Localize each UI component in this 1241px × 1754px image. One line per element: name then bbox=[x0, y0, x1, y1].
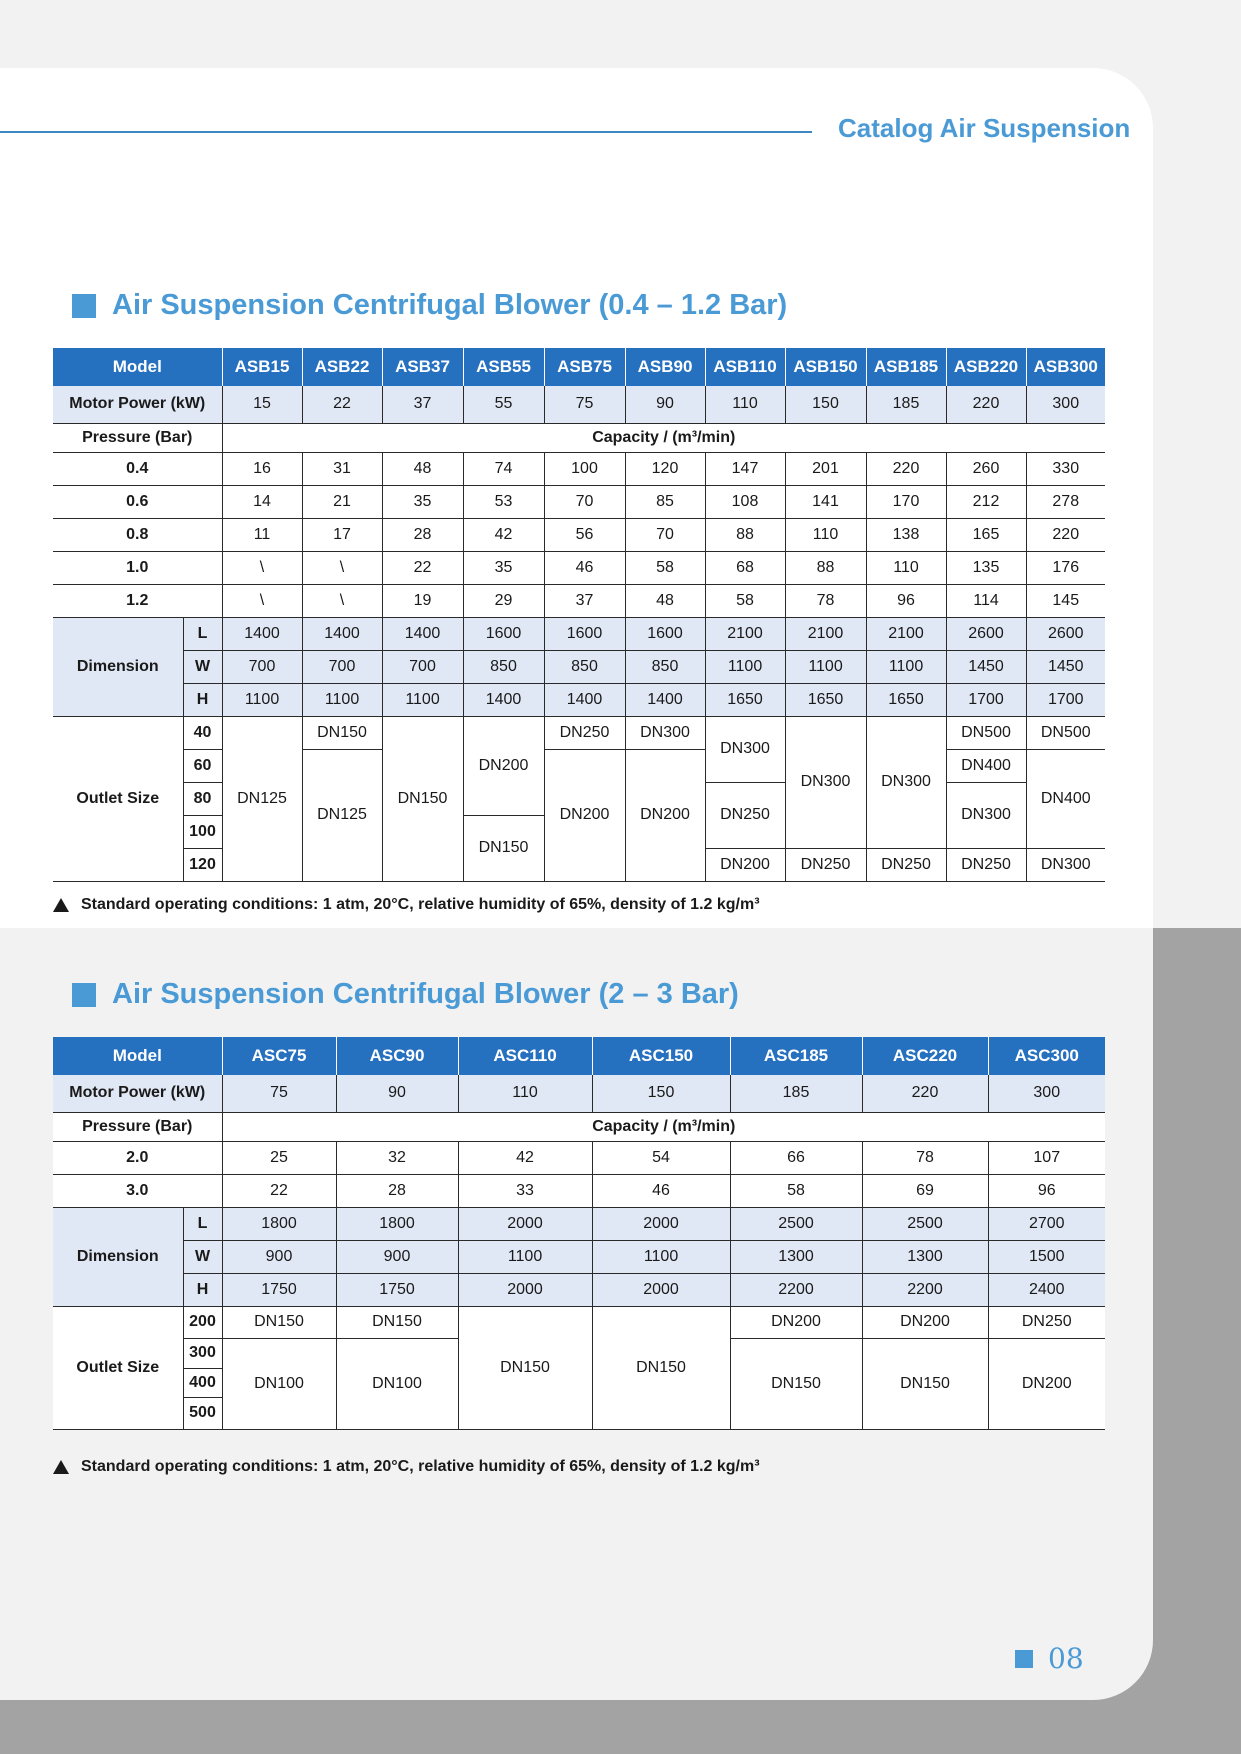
motor-power-cell: 55 bbox=[463, 386, 544, 423]
capacity-cell: 260 bbox=[946, 452, 1026, 485]
outlet-cell: DN150 bbox=[458, 1306, 592, 1429]
outlet-size-label: Outlet Size bbox=[53, 1306, 183, 1429]
dimension-cell: 1750 bbox=[336, 1273, 458, 1306]
dimension-cell: 1800 bbox=[222, 1207, 336, 1240]
dimension-cell: 1300 bbox=[862, 1240, 988, 1273]
capacity-cell: 120 bbox=[625, 452, 705, 485]
pressure-label: Pressure (Bar) bbox=[53, 423, 222, 452]
section2-title bbox=[72, 978, 739, 1011]
table-header-row bbox=[53, 1037, 1105, 1075]
dimension-cell: 2400 bbox=[988, 1273, 1105, 1306]
capacity-cell: 16 bbox=[222, 452, 302, 485]
motor-power-cell: 300 bbox=[1026, 386, 1105, 423]
table-header-row bbox=[53, 348, 1105, 386]
capacity-row bbox=[53, 452, 1105, 485]
outlet-cell: DN300 bbox=[785, 716, 866, 848]
outlet-cell: DN500 bbox=[1026, 716, 1105, 749]
model-cell: ASB90 bbox=[625, 348, 705, 386]
capacity-cell: 96 bbox=[988, 1174, 1105, 1207]
capacity-label: Capacity / (m³/min) bbox=[222, 1112, 1105, 1141]
outlet-cell: DN100 bbox=[222, 1338, 336, 1429]
dimension-cell: 2100 bbox=[866, 617, 946, 650]
background-gray-bottom bbox=[0, 1700, 1241, 1754]
capacity-cell: 78 bbox=[785, 584, 866, 617]
motor-power-cell: 185 bbox=[866, 386, 946, 423]
model-cell: ASC90 bbox=[336, 1037, 458, 1075]
model-cell: ASC110 bbox=[458, 1037, 592, 1075]
capacity-cell: 58 bbox=[730, 1174, 862, 1207]
model-cell: ASB22 bbox=[302, 348, 382, 386]
capacity-cell: 58 bbox=[625, 551, 705, 584]
dimension-cell: 1100 bbox=[592, 1240, 730, 1273]
capacity-row bbox=[53, 584, 1105, 617]
dimension-cell: 850 bbox=[544, 650, 625, 683]
capacity-cell: 220 bbox=[866, 452, 946, 485]
capacity-cell: \ bbox=[302, 584, 382, 617]
capacity-cell: 78 bbox=[862, 1141, 988, 1174]
dimension-row bbox=[53, 683, 1105, 716]
capacity-cell: 28 bbox=[336, 1174, 458, 1207]
section1-title bbox=[72, 289, 787, 322]
outlet-cell: DN125 bbox=[222, 716, 302, 881]
capacity-cell: 145 bbox=[1026, 584, 1105, 617]
motor-power-cell: 22 bbox=[302, 386, 382, 423]
pressure-value: 1.0 bbox=[53, 551, 222, 584]
motor-power-label: Motor Power (kW) bbox=[53, 1075, 222, 1112]
outlet-cell: DN200 bbox=[705, 848, 785, 881]
dimension-cell: 1400 bbox=[625, 683, 705, 716]
capacity-cell: 48 bbox=[625, 584, 705, 617]
model-cell: ASB220 bbox=[946, 348, 1026, 386]
outlet-cell: DN200 bbox=[544, 749, 625, 881]
motor-power-cell: 15 bbox=[222, 386, 302, 423]
motor-power-cell: 220 bbox=[946, 386, 1026, 423]
capacity-row bbox=[53, 1141, 1105, 1174]
dimension-cell: 1600 bbox=[463, 617, 544, 650]
dimension-cell: 1650 bbox=[705, 683, 785, 716]
outlet-size-label: Outlet Size bbox=[53, 716, 183, 881]
capacity-cell: 14 bbox=[222, 485, 302, 518]
dimension-row bbox=[53, 1273, 1105, 1306]
dimension-label: Dimension bbox=[53, 617, 183, 716]
capacity-cell: 110 bbox=[785, 518, 866, 551]
dimension-cell: 2100 bbox=[705, 617, 785, 650]
dimension-key: W bbox=[183, 1240, 222, 1273]
capacity-cell: 33 bbox=[458, 1174, 592, 1207]
pressure-capacity-header-row bbox=[53, 423, 1105, 452]
dimension-cell: 2600 bbox=[946, 617, 1026, 650]
capacity-cell: 32 bbox=[336, 1141, 458, 1174]
capacity-cell: 330 bbox=[1026, 452, 1105, 485]
capacity-cell: 66 bbox=[730, 1141, 862, 1174]
dimension-key: L bbox=[183, 617, 222, 650]
square-bullet-icon bbox=[72, 294, 96, 318]
motor-power-cell: 185 bbox=[730, 1075, 862, 1112]
motor-power-row bbox=[53, 386, 1105, 423]
capacity-cell: 31 bbox=[302, 452, 382, 485]
capacity-row bbox=[53, 1174, 1105, 1207]
outlet-cell: DN300 bbox=[866, 716, 946, 848]
triangle-icon bbox=[53, 898, 69, 912]
dimension-label: Dimension bbox=[53, 1207, 183, 1306]
capacity-cell: 74 bbox=[463, 452, 544, 485]
model-cell: ASC150 bbox=[592, 1037, 730, 1075]
capacity-cell: 147 bbox=[705, 452, 785, 485]
capacity-cell: 25 bbox=[222, 1141, 336, 1174]
capacity-cell: 141 bbox=[785, 485, 866, 518]
dimension-cell: 1650 bbox=[785, 683, 866, 716]
capacity-cell: 70 bbox=[544, 485, 625, 518]
dimension-cell: 1700 bbox=[1026, 683, 1105, 716]
dimension-cell: 900 bbox=[336, 1240, 458, 1273]
motor-power-cell: 110 bbox=[458, 1075, 592, 1112]
dimension-cell: 850 bbox=[625, 650, 705, 683]
capacity-cell: 42 bbox=[463, 518, 544, 551]
motor-power-cell: 90 bbox=[625, 386, 705, 423]
capacity-row bbox=[53, 485, 1105, 518]
dimension-cell: 2500 bbox=[862, 1207, 988, 1240]
outlet-cell: DN100 bbox=[336, 1338, 458, 1429]
capacity-cell: 21 bbox=[302, 485, 382, 518]
model-label: Model bbox=[53, 1037, 222, 1075]
dimension-key: L bbox=[183, 1207, 222, 1240]
model-cell: ASB55 bbox=[463, 348, 544, 386]
capacity-cell: 19 bbox=[382, 584, 463, 617]
dimension-cell: 1100 bbox=[382, 683, 463, 716]
dimension-cell: 1400 bbox=[544, 683, 625, 716]
dimension-cell: 1100 bbox=[705, 650, 785, 683]
outlet-cell: DN125 bbox=[302, 749, 382, 881]
model-cell: ASC185 bbox=[730, 1037, 862, 1075]
capacity-cell: 88 bbox=[705, 518, 785, 551]
dimension-cell: 1600 bbox=[544, 617, 625, 650]
dimension-cell: 1400 bbox=[463, 683, 544, 716]
dimension-cell: 2000 bbox=[458, 1273, 592, 1306]
dimension-cell: 1750 bbox=[222, 1273, 336, 1306]
outlet-size-key: 100 bbox=[183, 815, 222, 848]
dimension-cell: 1100 bbox=[785, 650, 866, 683]
blower-spec-table-high-pressure bbox=[53, 1037, 1105, 1430]
outlet-size-key: 120 bbox=[183, 848, 222, 881]
dimension-cell: 2200 bbox=[730, 1273, 862, 1306]
model-cell: ASB37 bbox=[382, 348, 463, 386]
capacity-cell: \ bbox=[222, 551, 302, 584]
model-cell: ASB185 bbox=[866, 348, 946, 386]
dimension-key: W bbox=[183, 650, 222, 683]
dimension-cell: 1400 bbox=[382, 617, 463, 650]
pressure-capacity-header-row bbox=[53, 1112, 1105, 1141]
note-text: Standard operating conditions: 1 atm, 20°C, relative humidity of 65%, density of 1.2 kg/m³ bbox=[81, 1458, 760, 1475]
outlet-size-key: 40 bbox=[183, 716, 222, 749]
capacity-cell: 11 bbox=[222, 518, 302, 551]
dimension-cell: 2000 bbox=[592, 1207, 730, 1240]
capacity-cell: 110 bbox=[866, 551, 946, 584]
pressure-value: 0.8 bbox=[53, 518, 222, 551]
dimension-cell: 1700 bbox=[946, 683, 1026, 716]
outlet-cell: DN200 bbox=[463, 716, 544, 815]
dimension-cell: 2700 bbox=[988, 1207, 1105, 1240]
capacity-cell: 220 bbox=[1026, 518, 1105, 551]
capacity-cell: 56 bbox=[544, 518, 625, 551]
outlet-cell: DN250 bbox=[544, 716, 625, 749]
dimension-cell: 1450 bbox=[946, 650, 1026, 683]
dimension-cell: 850 bbox=[463, 650, 544, 683]
pressure-value: 2.0 bbox=[53, 1141, 222, 1174]
outlet-cell: DN200 bbox=[862, 1306, 988, 1338]
dimension-cell: 1100 bbox=[222, 683, 302, 716]
outlet-size-key: 200 bbox=[183, 1306, 222, 1338]
pressure-value: 0.4 bbox=[53, 452, 222, 485]
capacity-cell: 108 bbox=[705, 485, 785, 518]
dimension-cell: 1100 bbox=[866, 650, 946, 683]
dimension-cell: 1650 bbox=[866, 683, 946, 716]
capacity-label: Capacity / (m³/min) bbox=[222, 423, 1105, 452]
outlet-size-key: 80 bbox=[183, 782, 222, 815]
outlet-cell: DN200 bbox=[625, 749, 705, 881]
dimension-key: H bbox=[183, 683, 222, 716]
capacity-cell: 85 bbox=[625, 485, 705, 518]
dimension-cell: 2000 bbox=[458, 1207, 592, 1240]
capacity-cell: 53 bbox=[463, 485, 544, 518]
outlet-cell: DN200 bbox=[730, 1306, 862, 1338]
model-cell: ASB110 bbox=[705, 348, 785, 386]
capacity-cell: 37 bbox=[544, 584, 625, 617]
outlet-cell: DN200 bbox=[988, 1338, 1105, 1429]
outlet-size-key: 400 bbox=[183, 1368, 222, 1397]
capacity-cell: \ bbox=[222, 584, 302, 617]
capacity-cell: 68 bbox=[705, 551, 785, 584]
outlet-cell: DN250 bbox=[866, 848, 946, 881]
dimension-row bbox=[53, 1240, 1105, 1273]
outlet-cell: DN500 bbox=[946, 716, 1026, 749]
capacity-cell: 278 bbox=[1026, 485, 1105, 518]
outlet-cell: DN400 bbox=[946, 749, 1026, 782]
motor-power-cell: 220 bbox=[862, 1075, 988, 1112]
capacity-cell: 28 bbox=[382, 518, 463, 551]
dimension-cell: 1500 bbox=[988, 1240, 1105, 1273]
outlet-cell: DN250 bbox=[785, 848, 866, 881]
capacity-cell: 58 bbox=[705, 584, 785, 617]
dimension-cell: 1450 bbox=[1026, 650, 1105, 683]
capacity-cell: 22 bbox=[222, 1174, 336, 1207]
dimension-row bbox=[53, 1207, 1105, 1240]
page-number bbox=[1015, 1642, 1084, 1675]
outlet-cell: DN150 bbox=[730, 1338, 862, 1429]
blower-spec-table-low-pressure bbox=[53, 348, 1105, 882]
outlet-cell: DN300 bbox=[946, 782, 1026, 848]
model-cell: ASC300 bbox=[988, 1037, 1105, 1075]
capacity-cell: 201 bbox=[785, 452, 866, 485]
outlet-cell: DN250 bbox=[946, 848, 1026, 881]
outlet-cell: DN150 bbox=[302, 716, 382, 749]
capacity-cell: 17 bbox=[302, 518, 382, 551]
triangle-icon bbox=[53, 1460, 69, 1474]
capacity-cell: 42 bbox=[458, 1141, 592, 1174]
motor-power-cell: 37 bbox=[382, 386, 463, 423]
standard-conditions-note bbox=[53, 1458, 760, 1476]
square-bullet-icon bbox=[72, 983, 96, 1007]
section2-title-text: Air Suspension Centrifugal Blower (2 – 3 Bar) bbox=[112, 978, 739, 1010]
square-bullet-icon bbox=[1015, 1650, 1033, 1668]
capacity-cell: 96 bbox=[866, 584, 946, 617]
outlet-cell: DN400 bbox=[1026, 749, 1105, 848]
dimension-cell: 2200 bbox=[862, 1273, 988, 1306]
dimension-cell: 1100 bbox=[302, 683, 382, 716]
model-cell: ASC220 bbox=[862, 1037, 988, 1075]
dimension-row bbox=[53, 650, 1105, 683]
dimension-cell: 2500 bbox=[730, 1207, 862, 1240]
capacity-cell: 29 bbox=[463, 584, 544, 617]
outlet-cell: DN150 bbox=[463, 815, 544, 881]
outlet-cell: DN150 bbox=[382, 716, 463, 881]
capacity-cell: 54 bbox=[592, 1141, 730, 1174]
dimension-key: H bbox=[183, 1273, 222, 1306]
motor-power-cell: 90 bbox=[336, 1075, 458, 1112]
dimension-cell: 700 bbox=[382, 650, 463, 683]
model-cell: ASB75 bbox=[544, 348, 625, 386]
section1-title-text: Air Suspension Centrifugal Blower (0.4 – 1.2 Bar) bbox=[112, 289, 788, 321]
dimension-cell: 1100 bbox=[458, 1240, 592, 1273]
model-label: Model bbox=[53, 348, 222, 386]
capacity-cell: 114 bbox=[946, 584, 1026, 617]
dimension-cell: 2000 bbox=[592, 1273, 730, 1306]
dimension-cell: 1400 bbox=[302, 617, 382, 650]
catalog-title: Catalog Air Suspension bbox=[838, 113, 1131, 143]
capacity-cell: 69 bbox=[862, 1174, 988, 1207]
capacity-cell: 88 bbox=[785, 551, 866, 584]
capacity-cell: 135 bbox=[946, 551, 1026, 584]
capacity-cell: 176 bbox=[1026, 551, 1105, 584]
dimension-cell: 2600 bbox=[1026, 617, 1105, 650]
dimension-cell: 1300 bbox=[730, 1240, 862, 1273]
page-number-text: 08 bbox=[1048, 1642, 1084, 1675]
capacity-cell: 212 bbox=[946, 485, 1026, 518]
dimension-cell: 900 bbox=[222, 1240, 336, 1273]
pressure-value: 3.0 bbox=[53, 1174, 222, 1207]
capacity-cell: 107 bbox=[988, 1141, 1105, 1174]
pressure-value: 1.2 bbox=[53, 584, 222, 617]
outlet-cell: DN300 bbox=[705, 716, 785, 782]
capacity-cell: \ bbox=[302, 551, 382, 584]
note-text: Standard operating conditions: 1 atm, 20°C, relative humidity of 65%, density of 1.2 kg/m³ bbox=[81, 896, 760, 913]
outlet-size-key: 300 bbox=[183, 1338, 222, 1368]
dimension-cell: 1800 bbox=[336, 1207, 458, 1240]
capacity-cell: 46 bbox=[544, 551, 625, 584]
standard-conditions-note bbox=[53, 896, 760, 914]
pressure-label: Pressure (Bar) bbox=[53, 1112, 222, 1141]
outlet-size-key: 500 bbox=[183, 1397, 222, 1429]
outlet-cell: DN150 bbox=[222, 1306, 336, 1338]
model-cell: ASB15 bbox=[222, 348, 302, 386]
capacity-row bbox=[53, 551, 1105, 584]
capacity-cell: 35 bbox=[463, 551, 544, 584]
model-cell: ASB300 bbox=[1026, 348, 1105, 386]
model-cell: ASC75 bbox=[222, 1037, 336, 1075]
outlet-cell: DN150 bbox=[862, 1338, 988, 1429]
motor-power-cell: 150 bbox=[592, 1075, 730, 1112]
model-cell: ASB150 bbox=[785, 348, 866, 386]
outlet-cell: DN250 bbox=[988, 1306, 1105, 1338]
dimension-cell: 1600 bbox=[625, 617, 705, 650]
outlet-cell: DN250 bbox=[705, 782, 785, 848]
dimension-cell: 700 bbox=[302, 650, 382, 683]
motor-power-cell: 110 bbox=[705, 386, 785, 423]
outlet-size-key: 60 bbox=[183, 749, 222, 782]
motor-power-cell: 75 bbox=[544, 386, 625, 423]
outlet-cell: DN150 bbox=[336, 1306, 458, 1338]
capacity-cell: 138 bbox=[866, 518, 946, 551]
outlet-cell: DN150 bbox=[592, 1306, 730, 1429]
outlet-cell: DN300 bbox=[625, 716, 705, 749]
capacity-cell: 170 bbox=[866, 485, 946, 518]
capacity-row bbox=[53, 518, 1105, 551]
dimension-row bbox=[53, 617, 1105, 650]
capacity-cell: 46 bbox=[592, 1174, 730, 1207]
outlet-cell: DN300 bbox=[1026, 848, 1105, 881]
motor-power-cell: 300 bbox=[988, 1075, 1105, 1112]
capacity-cell: 22 bbox=[382, 551, 463, 584]
dimension-cell: 700 bbox=[222, 650, 302, 683]
dimension-cell: 2100 bbox=[785, 617, 866, 650]
motor-power-cell: 75 bbox=[222, 1075, 336, 1112]
motor-power-cell: 150 bbox=[785, 386, 866, 423]
capacity-cell: 100 bbox=[544, 452, 625, 485]
capacity-cell: 70 bbox=[625, 518, 705, 551]
motor-power-label: Motor Power (kW) bbox=[53, 386, 222, 423]
header-rule bbox=[0, 131, 812, 133]
capacity-cell: 165 bbox=[946, 518, 1026, 551]
pressure-value: 0.6 bbox=[53, 485, 222, 518]
capacity-cell: 48 bbox=[382, 452, 463, 485]
motor-power-row bbox=[53, 1075, 1105, 1112]
dimension-cell: 1400 bbox=[222, 617, 302, 650]
capacity-cell: 35 bbox=[382, 485, 463, 518]
